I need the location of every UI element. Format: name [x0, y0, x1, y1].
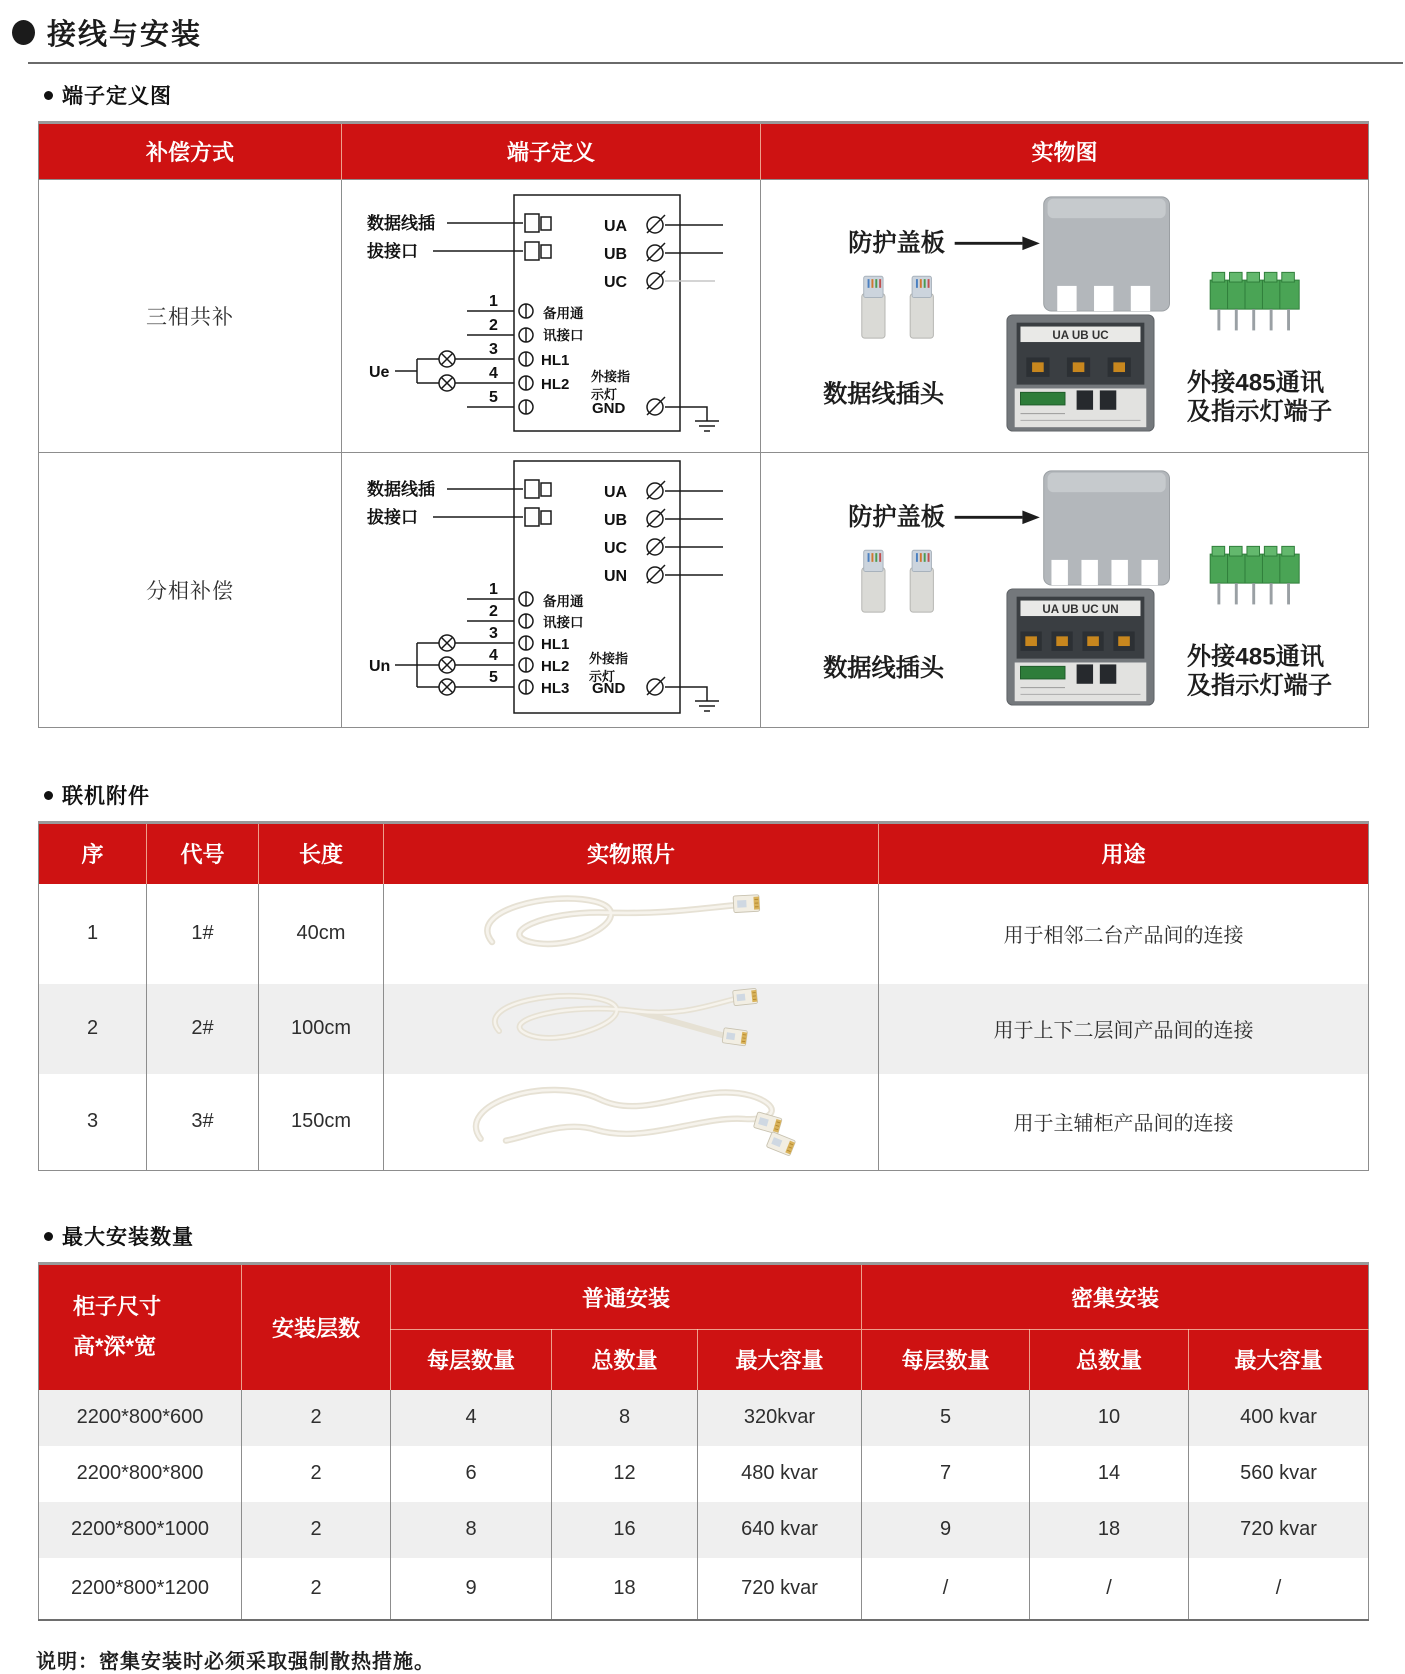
table-row: [39, 1074, 1369, 1171]
label-485-terminal-1: 外接485通讯: [1186, 369, 1324, 397]
cell-purpose: 用于相邻二台产品间的连接: [879, 884, 1369, 984]
cell-no: 1: [86, 922, 99, 944]
label-gnd: GND: [591, 400, 625, 417]
label-pin-4: 4: [488, 647, 498, 664]
table-row: [39, 984, 1369, 1074]
label-uc: UC: [603, 274, 627, 291]
cell-normal-capacity: 720 kvar: [698, 1558, 862, 1620]
cell-dense-total: 18: [1030, 1502, 1189, 1558]
cell-normal-capacity: 480 kvar: [698, 1446, 862, 1502]
label-pin-1: 1: [488, 581, 498, 598]
header-normal-install: 普通安装: [391, 1264, 862, 1330]
cell-size: 2200*800*800: [76, 1462, 204, 1484]
cell-length: 100cm: [259, 984, 384, 1074]
header-per-layer-normal: 每层数量: [391, 1330, 552, 1390]
diagram-lines: [395, 461, 723, 713]
cell-diagram: [342, 180, 761, 453]
wiring-diagram-split-phase: [359, 453, 744, 721]
header-install-layers: 安装层数: [242, 1264, 391, 1390]
label-spare-2: 讯接口: [542, 615, 583, 630]
rj-connector-icon: [733, 988, 758, 1005]
label-spare-1: 备用通: [542, 306, 583, 321]
label-485-terminal-1: 外接485通讯: [1186, 643, 1324, 671]
cable-photo-100cm: [416, 984, 846, 1068]
cell-photo: [761, 180, 1369, 453]
table-row: [39, 1558, 1369, 1620]
label-ub: UB: [603, 512, 627, 529]
cell-no: 3: [86, 1110, 99, 1133]
label-un-source: Un: [368, 658, 390, 675]
cell-dense-total: 14: [1030, 1446, 1189, 1502]
header-purpose: 用途: [879, 823, 1369, 884]
dense-install-note: 说明：密集安装时必须采取强制散热措施。: [36, 1650, 435, 1673]
cell-dense-per-layer: 7: [862, 1446, 1030, 1502]
cell-dense-total: /: [1030, 1558, 1189, 1620]
label-un: UN: [603, 568, 627, 585]
device-terminal-label: UA UB UC: [1051, 329, 1109, 343]
label-485-terminal-2: 及指示灯端子: [1186, 672, 1332, 700]
cover-plate: [1043, 471, 1169, 585]
cell-cable-photo: [384, 884, 879, 984]
header-no: 序: [39, 823, 147, 884]
cell-photo: [761, 453, 1369, 728]
cell-code: 1#: [147, 884, 259, 984]
label-pin-1: 1: [488, 293, 498, 310]
cell-normal-capacity: 320kvar: [698, 1390, 862, 1446]
cell-purpose: 用于主辅柜产品间的连接: [879, 1074, 1369, 1171]
accessories-heading-text: 联机附件: [62, 785, 150, 808]
cabinet-size-line1: 柜子尺寸: [73, 1294, 162, 1320]
label-ub: UB: [603, 246, 627, 263]
cell-dense-capacity: 400 kvar: [1189, 1390, 1369, 1446]
device-photo: [1006, 315, 1153, 431]
cover-plate-callout: [848, 503, 1040, 531]
cell-dense-per-layer: /: [862, 1558, 1030, 1620]
header-per-layer-dense: 每层数量: [862, 1330, 1030, 1390]
label-hl1: HL1: [540, 636, 569, 653]
cell-mode: 三相共补: [39, 180, 342, 453]
page-title-text: 接线与安装: [47, 19, 203, 51]
rj-connector-icon: [753, 1112, 782, 1135]
cell-size: 2200*800*600: [76, 1406, 204, 1428]
label-ext-1: 外接指: [590, 369, 630, 384]
cell-no: 2: [86, 1017, 99, 1039]
label-hl1: HL1: [540, 352, 569, 369]
cell-length: 150cm: [259, 1074, 384, 1171]
label-data-port-2: 拔接口: [366, 242, 418, 261]
cell-normal-per-layer: 4: [391, 1390, 552, 1446]
data-cable-plugs: [823, 550, 945, 682]
label-hl2: HL2: [540, 658, 569, 675]
table-row: [39, 884, 1369, 984]
cell-layers: 2: [242, 1446, 391, 1502]
label-data-plug: 数据线插头: [822, 381, 944, 409]
cell-size: 2200*800*1000: [71, 1518, 209, 1540]
max-install-heading-text: 最大安装数量: [62, 1226, 194, 1249]
section-bullet-icon: [12, 20, 35, 45]
cell-cable-photo: [384, 984, 879, 1074]
header-compensation-mode: 补偿方式: [39, 123, 342, 180]
accessories-section-heading: [44, 780, 1405, 810]
label-pin-3: 3: [488, 625, 498, 642]
page-title: [12, 12, 1405, 53]
rj-plug-icon: [910, 550, 933, 612]
cell-normal-per-layer: 8: [391, 1502, 552, 1558]
label-pin-2: 2: [488, 317, 498, 334]
table-row: [39, 1446, 1369, 1502]
header-photo: 实物照片: [384, 823, 879, 884]
cell-dense-per-layer: 5: [862, 1390, 1030, 1446]
label-ext-1: 外接指: [588, 651, 628, 666]
label-pin-5: 5: [488, 669, 498, 686]
cell-normal-total: 16: [552, 1502, 698, 1558]
label-data-plug: 数据线插头: [822, 655, 944, 683]
table-row: [39, 1502, 1369, 1558]
cell-code: 3#: [147, 1074, 259, 1171]
header-total-normal: 总数量: [552, 1330, 698, 1390]
label-data-port-2: 拔接口: [366, 508, 418, 527]
label-hl3: HL3: [540, 680, 569, 697]
table-row: [39, 180, 1369, 453]
label-pin-4: 4: [488, 365, 498, 382]
cell-layers: 2: [242, 1390, 391, 1446]
label-ue: Ue: [368, 364, 389, 381]
cell-normal-per-layer: 6: [391, 1446, 552, 1502]
rj-plug-icon: [861, 276, 884, 338]
terminal-block-icon: [1186, 546, 1331, 699]
cell-normal-capacity: 640 kvar: [698, 1502, 862, 1558]
label-data-port-1: 数据线插: [366, 480, 435, 499]
cell-code: 2#: [147, 984, 259, 1074]
header-total-dense: 总数量: [1030, 1330, 1189, 1390]
rj-connector-icon: [722, 1027, 747, 1045]
rj-plug-icon: [861, 550, 884, 612]
terminal-block-icon: [1186, 272, 1331, 425]
header-physical-picture: 实物图: [761, 123, 1369, 180]
data-cable-plugs: [823, 276, 945, 408]
cell-length: 40cm: [259, 884, 384, 984]
label-data-port-1: 数据线插: [366, 214, 435, 233]
cable-photo-150cm: [413, 1074, 849, 1164]
cable-photo-40cm: [411, 885, 851, 977]
terminal-definition-table: [38, 121, 1369, 728]
header-dense-install: 密集安装: [862, 1264, 1369, 1330]
label-pin-3: 3: [488, 341, 498, 358]
header-length: 长度: [259, 823, 384, 884]
product-photo-split-phase: [765, 459, 1365, 715]
cell-layers: 2: [242, 1558, 391, 1620]
label-pin-2: 2: [488, 603, 498, 620]
cell-diagram: [342, 453, 761, 728]
label-spare-1: 备用通: [542, 594, 583, 609]
arrow-head-icon: [1022, 237, 1039, 251]
cell-dense-capacity: 560 kvar: [1189, 1446, 1369, 1502]
cell-dense-total: 10: [1030, 1390, 1189, 1446]
cell-normal-total: 12: [552, 1446, 698, 1502]
header-max-capacity-dense: 最大容量: [1189, 1330, 1369, 1390]
diagram-labels: [366, 213, 630, 417]
label-ua: UA: [603, 484, 627, 501]
label-uc: UC: [603, 540, 627, 557]
title-divider: [28, 62, 1403, 64]
cover-plate: [1043, 197, 1169, 311]
cabinet-size-line2: 高*深*宽: [73, 1334, 157, 1360]
header-terminal-definition: 端子定义: [342, 123, 761, 180]
terminal-heading-text: 端子定义图: [62, 85, 172, 108]
max-install-section-heading: [44, 1221, 1405, 1251]
product-photo-three-phase: [765, 185, 1365, 441]
label-cover-plate: 防护盖板: [847, 504, 945, 532]
label-cover-plate: 防护盖板: [847, 230, 945, 258]
bullet-icon: [44, 91, 53, 100]
cell-dense-capacity: /: [1189, 1558, 1369, 1620]
max-install-table: [38, 1262, 1369, 1621]
label-pin-5: 5: [488, 389, 498, 406]
cell-layers: 2: [242, 1502, 391, 1558]
device-terminal-label: UA UB UC UN: [1041, 603, 1119, 617]
cell-size: 2200*800*1200: [71, 1576, 209, 1599]
arrow-head-icon: [1022, 511, 1039, 525]
terminal-section-heading: [44, 80, 1405, 110]
cell-dense-per-layer: 9: [862, 1502, 1030, 1558]
rj-plug-icon: [910, 276, 933, 338]
label-hl2: HL2: [540, 376, 569, 393]
rj-connector-icon: [766, 1131, 795, 1155]
cell-normal-per-layer: 9: [391, 1558, 552, 1620]
header-code: 代号: [147, 823, 259, 884]
cell-dense-capacity: 720 kvar: [1189, 1502, 1369, 1558]
cell-purpose: 用于上下二层间产品间的连接: [879, 984, 1369, 1074]
label-gnd: GND: [591, 680, 625, 697]
device-photo: [1006, 589, 1153, 705]
table-row: [39, 453, 1369, 728]
accessories-table: [38, 821, 1369, 1171]
label-ext-2: 示灯: [590, 387, 617, 402]
header-max-capacity-normal: 最大容量: [698, 1330, 862, 1390]
header-cabinet-size: [39, 1264, 242, 1390]
table-row: [39, 1390, 1369, 1446]
cell-normal-total: 18: [552, 1558, 698, 1620]
rj-connector-icon: [733, 894, 760, 912]
wiring-diagram-three-phase: [359, 187, 744, 439]
label-ua: UA: [603, 218, 627, 235]
cell-normal-total: 8: [552, 1390, 698, 1446]
bullet-icon: [44, 1232, 53, 1241]
cell-cable-photo: [384, 1074, 879, 1171]
cover-plate-callout: [848, 229, 1040, 257]
label-spare-2: 讯接口: [542, 328, 583, 343]
label-ext-2: 示灯: [588, 669, 615, 684]
label-485-terminal-2: 及指示灯端子: [1186, 398, 1332, 426]
bullet-icon: [44, 791, 53, 800]
cell-mode: 分相补偿: [39, 453, 342, 728]
